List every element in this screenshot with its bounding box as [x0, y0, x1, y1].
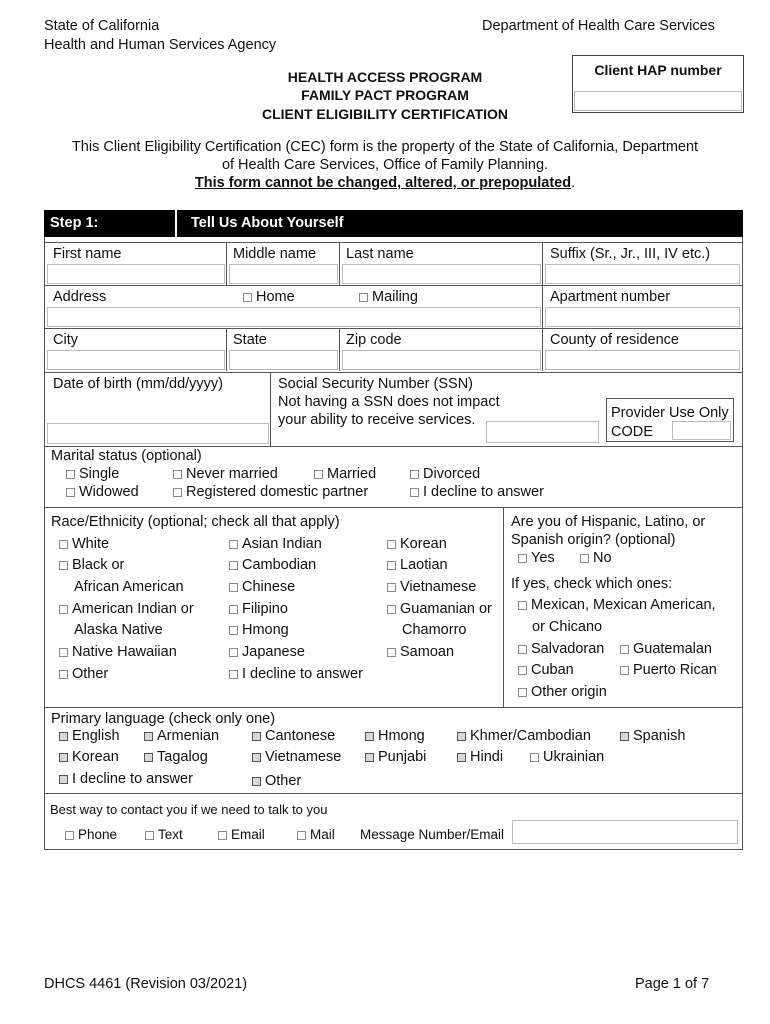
option-label: Vietnamese [265, 749, 342, 765]
checkbox[interactable] [620, 666, 629, 675]
checkbox[interactable] [387, 540, 396, 549]
home-option [243, 289, 295, 305]
department-label: Department of Health Care Services [482, 18, 715, 34]
marital-never [173, 466, 278, 482]
checkbox[interactable] [218, 831, 227, 840]
option-label: Text [158, 827, 183, 842]
suffix-input[interactable] [545, 264, 740, 284]
option-label: Puerto Rican [633, 662, 717, 678]
option-label: Married [327, 466, 377, 482]
option-label: No [593, 550, 612, 566]
marital-widowed [66, 484, 139, 500]
checkbox[interactable] [173, 470, 182, 479]
col-line [270, 372, 271, 446]
checkbox[interactable] [518, 645, 527, 654]
option-label: White [72, 536, 110, 552]
checkbox[interactable] [457, 753, 466, 762]
option-label: Guamanian or [400, 601, 492, 617]
race-black [59, 557, 124, 573]
race-amind-cont: Alaska Native [74, 622, 163, 638]
option-label: Asian Indian [242, 536, 322, 552]
checkbox[interactable] [229, 540, 238, 549]
ssn-note-2: your ability to receive services. [278, 412, 476, 428]
checkbox[interactable] [252, 732, 261, 741]
hispanic-mexican-cont: or Chicano [532, 619, 603, 635]
message-label: Message Number/Email [360, 827, 505, 842]
checkbox[interactable] [530, 753, 539, 762]
lang-other [252, 773, 301, 789]
race-white [59, 536, 109, 552]
option-label: Vietnamese [400, 579, 477, 595]
checkbox[interactable] [66, 470, 75, 479]
state-label: State of California [44, 18, 160, 34]
option-label: English [72, 728, 120, 744]
lang-hindi [457, 749, 503, 765]
home-label: Home [256, 289, 295, 305]
race-guamanian-cont: Chamorro [402, 622, 467, 638]
option-label: Cantonese [265, 728, 336, 744]
step1-title: Tell Us About Yourself [191, 215, 344, 231]
row-line [44, 328, 743, 329]
option-label: Never married [186, 466, 278, 482]
frame-bottom [44, 849, 743, 850]
checkbox[interactable] [365, 732, 374, 741]
contact-email [218, 827, 265, 842]
address-label: Address [53, 289, 107, 305]
option-label: Khmer/Cambodian [470, 728, 591, 744]
contact-mail [297, 827, 335, 842]
apartment-input[interactable] [545, 307, 740, 327]
last-name-label: Last name [346, 246, 414, 262]
checkbox[interactable] [457, 732, 466, 741]
option-label: Phone [78, 827, 118, 842]
hispanic-question-1: Are you of Hispanic, Latino, or [511, 514, 706, 530]
marital-label: Marital status (optional) [51, 448, 202, 464]
checkbox[interactable] [59, 605, 68, 614]
row-line [44, 446, 743, 447]
apartment-label: Apartment number [550, 289, 671, 305]
first-name-input[interactable] [47, 264, 225, 284]
race-korean [387, 536, 447, 552]
checkbox[interactable] [59, 540, 68, 549]
language-label: Primary language (check only one) [51, 711, 276, 727]
title-line-2: FAMILY PACT PROGRAM [301, 87, 469, 103]
col-line [542, 285, 543, 328]
col-line [226, 242, 227, 285]
middle-name-input[interactable] [229, 264, 338, 284]
option-label: Cambodian [242, 557, 317, 573]
checkbox[interactable] [59, 775, 68, 784]
race-other [59, 666, 108, 682]
step1-bar-divider [175, 210, 177, 237]
state-field-label: State [233, 332, 267, 348]
checkbox[interactable] [518, 688, 527, 697]
lang-decline [59, 771, 193, 787]
city-input[interactable] [47, 350, 225, 370]
race-black-cont: African American [74, 579, 184, 595]
col-line [542, 242, 543, 285]
option-label: Other [72, 666, 109, 682]
option-label: Laotian [400, 557, 448, 573]
intro-line-1: This Client Eligibility Certification (CEC) form is the property of the State of California, Department [71, 139, 699, 155]
checkbox[interactable] [59, 670, 68, 679]
option-label: Yes [531, 550, 555, 566]
provider-code-input[interactable] [672, 421, 731, 440]
checkbox[interactable] [59, 753, 68, 762]
hispanic-cuban [518, 662, 574, 678]
option-label: I decline to answer [72, 771, 193, 787]
intro-period: . [571, 175, 576, 191]
option-label: Punjabi [378, 749, 427, 765]
checkbox[interactable] [620, 645, 629, 654]
last-name-input[interactable] [342, 264, 541, 284]
option-label: Korean [400, 536, 447, 552]
col-line [339, 242, 340, 285]
checkbox[interactable] [59, 732, 68, 741]
hispanic-puerto-rican [620, 662, 717, 678]
message-input[interactable] [512, 820, 738, 844]
checkbox[interactable] [314, 470, 323, 479]
hispanic-mexican [518, 597, 716, 613]
option-label: Chinese [242, 579, 296, 595]
row-line [44, 793, 743, 794]
checkbox[interactable] [387, 583, 396, 592]
race-asian-indian [229, 536, 322, 552]
checkbox[interactable] [144, 732, 153, 741]
race-chinese [229, 579, 295, 595]
option-label: Armenian [157, 728, 220, 744]
lang-korean [59, 749, 119, 765]
marital-decline [410, 484, 544, 500]
option-label: Hmong [378, 728, 425, 744]
checkbox[interactable] [620, 732, 629, 741]
option-label: Spanish [633, 728, 686, 744]
hispanic-question-2: Spanish origin? (optional) [511, 532, 676, 548]
ssn-label: Social Security Number (SSN) [278, 376, 473, 392]
intro-line-2: of Health Care Services, Office of Family Planning. [221, 157, 549, 173]
race-hawaiian [59, 644, 177, 660]
checkbox[interactable] [229, 670, 238, 679]
dob-label: Date of birth (mm/dd/yyyy) [53, 376, 224, 392]
mailing-label: Mailing [372, 289, 418, 305]
county-input[interactable] [545, 350, 740, 370]
lang-khmer [457, 728, 591, 744]
checkbox[interactable] [580, 554, 589, 563]
contact-text [145, 827, 183, 842]
marital-domestic [173, 484, 368, 500]
option-label: I decline to answer [423, 484, 544, 500]
checkbox[interactable] [410, 488, 419, 497]
race-guamanian [387, 601, 492, 617]
home-checkbox[interactable] [243, 293, 252, 302]
checkbox[interactable] [229, 605, 238, 614]
checkbox[interactable] [145, 831, 154, 840]
col-line [503, 507, 504, 707]
checkbox[interactable] [229, 561, 238, 570]
hispanic-no [580, 550, 612, 566]
hispanic-other [518, 684, 607, 700]
step1-label: Step 1: [50, 215, 99, 231]
option-label: Native Hawaiian [72, 644, 177, 660]
page-number: Page 1 of 7 [635, 976, 710, 992]
lang-hmong [365, 728, 425, 744]
lang-cantonese [252, 728, 335, 744]
zip-label: Zip code [346, 332, 402, 348]
race-filipino [229, 601, 288, 617]
option-label: I decline to answer [242, 666, 363, 682]
option-label: Japanese [242, 644, 305, 660]
lang-armenian [144, 728, 219, 744]
hap-number-label: Client HAP number [594, 62, 722, 78]
lang-english [59, 728, 120, 744]
option-label: Registered domestic partner [186, 484, 369, 500]
option-label: Ukrainian [543, 749, 605, 765]
ssn-input[interactable] [486, 421, 599, 443]
option-label: Divorced [423, 466, 481, 482]
option-label: Guatemalan [633, 641, 712, 657]
state-input[interactable] [229, 350, 338, 370]
provider-use-label: Provider Use Only [611, 405, 729, 421]
checkbox[interactable] [365, 753, 374, 762]
row-line [44, 507, 743, 508]
hispanic-ifyes: If yes, check which ones: [511, 576, 673, 592]
first-name-label: First name [53, 246, 122, 262]
checkbox[interactable] [59, 561, 68, 570]
race-vietnamese [387, 579, 476, 595]
checkbox[interactable] [387, 648, 396, 657]
checkbox[interactable] [252, 777, 261, 786]
option-label: Salvadoran [531, 641, 605, 657]
checkbox[interactable] [229, 626, 238, 635]
col-line [542, 328, 543, 371]
option-label: Black or [72, 557, 125, 573]
county-label: County of residence [550, 332, 679, 348]
checkbox[interactable] [173, 488, 182, 497]
col-line [339, 328, 340, 371]
contact-phone [65, 827, 117, 842]
checkbox[interactable] [297, 831, 306, 840]
lang-vietnamese [252, 749, 341, 765]
option-label: Other origin [531, 684, 607, 700]
race-hmong [229, 622, 289, 638]
checkbox[interactable] [518, 554, 527, 563]
race-amind [59, 601, 194, 617]
race-cambodian [229, 557, 316, 573]
option-label: Samoan [400, 644, 455, 660]
lang-tagalog [144, 749, 208, 765]
mailing-checkbox[interactable] [359, 293, 368, 302]
form-number: DHCS 4461 (Revision 03/2021) [44, 976, 248, 992]
checkbox[interactable] [65, 831, 74, 840]
col-line [226, 328, 227, 371]
mailing-option [359, 289, 418, 305]
checkbox[interactable] [410, 470, 419, 479]
option-label: Cuban [531, 662, 574, 678]
checkbox[interactable] [59, 648, 68, 657]
hispanic-yes [518, 550, 555, 566]
step1-bar [44, 210, 743, 237]
checkbox[interactable] [252, 753, 261, 762]
option-label: Widowed [79, 484, 139, 500]
lang-spanish [620, 728, 685, 744]
race-japanese [229, 644, 305, 660]
checkbox[interactable] [229, 648, 238, 657]
middle-name-label: Middle name [233, 246, 317, 262]
ssn-note-1: Not having a SSN does not impact [278, 394, 500, 410]
option-label: Mail [310, 827, 335, 842]
hispanic-salvadoran [518, 641, 604, 657]
option-label: Hmong [242, 622, 289, 638]
checkbox[interactable] [144, 753, 153, 762]
title-line-3: CLIENT ELIGIBILITY CERTIFICATION [261, 106, 509, 122]
option-label: Tagalog [157, 749, 208, 765]
checkbox[interactable] [387, 561, 396, 570]
checkbox[interactable] [66, 488, 75, 497]
option-label: American Indian or [72, 601, 194, 617]
lang-punjabi [365, 749, 426, 765]
marital-divorced [410, 466, 480, 482]
marital-single [66, 466, 119, 482]
provider-code-label: CODE [611, 424, 653, 440]
dob-input[interactable] [47, 423, 269, 444]
checkbox[interactable] [387, 605, 396, 614]
race-laotian [387, 557, 448, 573]
option-label: Single [79, 466, 120, 482]
row-line [44, 285, 743, 286]
option-label: Other [265, 773, 302, 789]
row-line [44, 707, 743, 708]
option-label: Email [231, 827, 265, 842]
intro-warning: This form cannot be changed, altered, or prepopulated [194, 175, 572, 191]
option-label: Korean [72, 749, 119, 765]
contact-label: Best way to contact you if we need to talk to you [50, 802, 328, 817]
race-label: Race/Ethnicity (optional; check all that apply) [51, 514, 340, 530]
zip-input[interactable] [342, 350, 541, 370]
marital-married [314, 466, 376, 482]
option-label: Filipino [242, 601, 288, 617]
option-label: Hindi [470, 749, 504, 765]
hap-number-input[interactable] [574, 91, 742, 111]
title-line-1: HEALTH ACCESS PROGRAM [287, 69, 483, 85]
checkbox[interactable] [518, 601, 527, 610]
row-line [44, 242, 743, 243]
checkbox[interactable] [518, 666, 527, 675]
race-decline [229, 666, 363, 682]
suffix-label: Suffix (Sr., Jr., III, IV etc.) [550, 246, 711, 262]
race-samoan [387, 644, 454, 660]
row-line [44, 372, 743, 373]
checkbox[interactable] [229, 583, 238, 592]
option-label: Mexican, Mexican American, [531, 597, 716, 613]
lang-ukrainian [530, 749, 604, 765]
address-input[interactable] [47, 307, 541, 327]
intro-warning-line [0, 175, 770, 191]
agency-label: Health and Human Services Agency [44, 37, 277, 53]
hispanic-guatemalan [620, 641, 712, 657]
city-label: City [53, 332, 78, 348]
